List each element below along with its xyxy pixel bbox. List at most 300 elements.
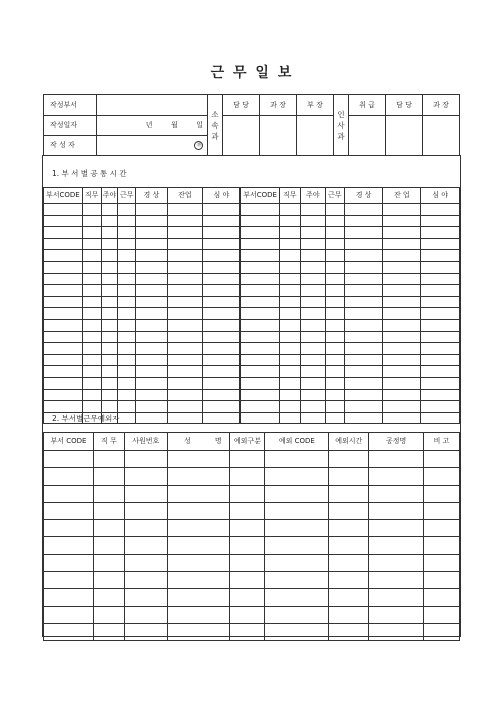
entry-cell[interactable] [344,227,383,239]
entry-cell[interactable] [279,285,300,297]
entry-cell[interactable] [424,537,460,554]
dept-sign-2[interactable] [260,116,297,156]
entry-cell[interactable] [369,451,424,468]
entry-cell[interactable] [118,296,136,308]
entry-cell[interactable] [101,343,118,355]
entry-cell[interactable] [101,389,118,401]
entry-cell[interactable] [44,401,83,413]
entry-cell[interactable] [93,451,124,468]
entry-cell[interactable] [325,366,344,378]
entry-cell[interactable] [118,377,136,389]
entry-cell[interactable] [230,485,265,502]
entry-cell[interactable] [279,343,300,355]
entry-cell[interactable] [240,285,279,297]
entry-cell[interactable] [203,285,241,297]
entry-cell[interactable] [44,261,83,273]
entry-cell[interactable] [344,238,383,250]
writing-date-field[interactable] [97,116,208,136]
entry-cell[interactable] [167,285,203,297]
entry-cell[interactable] [44,215,83,227]
entry-cell[interactable] [329,451,369,468]
entry-cell[interactable] [44,354,83,366]
dept-sign-3[interactable] [297,116,334,156]
entry-cell[interactable] [44,389,83,401]
entry-cell[interactable] [421,389,460,401]
entry-cell[interactable] [300,354,325,366]
entry-cell[interactable] [424,502,460,519]
hr-sign-2[interactable] [386,116,423,156]
entry-cell[interactable] [167,468,207,485]
entry-cell[interactable] [279,331,300,343]
entry-cell[interactable] [265,520,329,537]
entry-cell[interactable] [240,354,279,366]
entry-cell[interactable] [207,451,230,468]
entry-cell[interactable] [101,285,118,297]
entry-cell[interactable] [369,606,424,623]
entry-cell[interactable] [101,319,118,331]
entry-cell[interactable] [329,606,369,623]
entry-cell[interactable] [300,273,325,285]
entry-cell[interactable] [167,308,203,320]
entry-cell[interactable] [118,319,136,331]
entry-cell[interactable] [124,451,167,468]
entry-cell[interactable] [344,308,383,320]
entry-cell[interactable] [329,623,369,640]
entry-cell[interactable] [203,261,241,273]
entry-cell[interactable] [279,238,300,250]
entry-cell[interactable] [207,468,230,485]
entry-cell[interactable] [300,296,325,308]
entry-cell[interactable] [383,331,421,343]
entry-cell[interactable] [118,215,136,227]
entry-cell[interactable] [93,572,124,589]
entry-cell[interactable] [82,331,101,343]
entry-cell[interactable] [124,572,167,589]
entry-cell[interactable] [230,572,265,589]
entry-cell[interactable] [240,401,279,413]
entry-cell[interactable] [82,366,101,378]
entry-cell[interactable] [118,401,136,413]
entry-cell[interactable] [101,377,118,389]
entry-cell[interactable] [300,215,325,227]
entry-cell[interactable] [93,485,124,502]
entry-cell[interactable] [424,623,460,640]
entry-cell[interactable] [325,227,344,239]
entry-cell[interactable] [325,238,344,250]
entry-cell[interactable] [44,285,83,297]
entry-cell[interactable] [240,389,279,401]
entry-cell[interactable] [383,343,421,355]
entry-cell[interactable] [344,366,383,378]
entry-cell[interactable] [93,554,124,571]
entry-cell[interactable] [369,485,424,502]
entry-cell[interactable] [344,215,383,227]
entry-cell[interactable] [424,468,460,485]
entry-cell[interactable] [44,606,94,623]
entry-cell[interactable] [203,238,241,250]
entry-cell[interactable] [230,589,265,606]
entry-cell[interactable] [325,308,344,320]
entry-cell[interactable] [82,261,101,273]
entry-cell[interactable] [329,537,369,554]
entry-cell[interactable] [44,319,83,331]
entry-cell[interactable] [167,227,203,239]
entry-cell[interactable] [207,554,230,571]
entry-cell[interactable] [93,468,124,485]
entry-cell[interactable] [136,273,167,285]
entry-cell[interactable] [82,227,101,239]
entry-cell[interactable] [300,238,325,250]
entry-cell[interactable] [424,572,460,589]
entry-cell[interactable] [82,343,101,355]
entry-cell[interactable] [167,589,207,606]
entry-cell[interactable] [369,554,424,571]
entry-cell[interactable] [82,319,101,331]
entry-cell[interactable] [421,204,460,216]
entry-cell[interactable] [383,319,421,331]
entry-cell[interactable] [44,331,83,343]
entry-cell[interactable] [167,623,207,640]
entry-cell[interactable] [136,227,167,239]
entry-cell[interactable] [279,412,300,424]
entry-cell[interactable] [421,273,460,285]
entry-cell[interactable] [101,250,118,262]
entry-cell[interactable] [265,485,329,502]
entry-cell[interactable] [300,204,325,216]
entry-cell[interactable] [421,377,460,389]
entry-cell[interactable] [167,343,203,355]
entry-cell[interactable] [82,354,101,366]
entry-cell[interactable] [325,296,344,308]
entry-cell[interactable] [265,589,329,606]
entry-cell[interactable] [300,343,325,355]
entry-cell[interactable] [279,366,300,378]
entry-cell[interactable] [93,537,124,554]
entry-cell[interactable] [101,238,118,250]
entry-cell[interactable] [207,572,230,589]
entry-cell[interactable] [136,285,167,297]
entry-cell[interactable] [167,238,203,250]
entry-cell[interactable] [300,261,325,273]
entry-cell[interactable] [44,238,83,250]
entry-cell[interactable] [118,331,136,343]
entry-cell[interactable] [383,215,421,227]
entry-cell[interactable] [203,204,241,216]
entry-cell[interactable] [421,238,460,250]
entry-cell[interactable] [207,606,230,623]
entry-cell[interactable] [265,572,329,589]
entry-cell[interactable] [44,308,83,320]
entry-cell[interactable] [136,354,167,366]
entry-cell[interactable] [421,319,460,331]
entry-cell[interactable] [369,468,424,485]
entry-cell[interactable] [344,377,383,389]
entry-cell[interactable] [300,319,325,331]
entry-cell[interactable] [167,273,203,285]
entry-cell[interactable] [279,227,300,239]
entry-cell[interactable] [167,354,203,366]
entry-cell[interactable] [240,273,279,285]
entry-cell[interactable] [383,401,421,413]
entry-cell[interactable] [240,331,279,343]
entry-cell[interactable] [167,502,207,519]
entry-cell[interactable] [240,343,279,355]
entry-cell[interactable] [167,331,203,343]
entry-cell[interactable] [344,204,383,216]
entry-cell[interactable] [44,623,94,640]
entry-cell[interactable] [44,520,94,537]
entry-cell[interactable] [167,389,203,401]
entry-cell[interactable] [325,331,344,343]
entry-cell[interactable] [300,389,325,401]
entry-cell[interactable] [82,401,101,413]
entry-cell[interactable] [383,377,421,389]
entry-cell[interactable] [203,331,241,343]
entry-cell[interactable] [369,572,424,589]
entry-cell[interactable] [167,572,207,589]
entry-cell[interactable] [300,331,325,343]
entry-cell[interactable] [136,331,167,343]
entry-cell[interactable] [44,589,94,606]
entry-cell[interactable] [167,261,203,273]
entry-cell[interactable] [329,502,369,519]
entry-cell[interactable] [203,366,241,378]
entry-cell[interactable] [424,606,460,623]
entry-cell[interactable] [230,554,265,571]
entry-cell[interactable] [344,250,383,262]
entry-cell[interactable] [325,273,344,285]
writer-field[interactable] [97,136,208,156]
entry-cell[interactable] [344,412,383,424]
entry-cell[interactable] [101,366,118,378]
entry-cell[interactable] [424,451,460,468]
entry-cell[interactable] [421,331,460,343]
entry-cell[interactable] [265,451,329,468]
entry-cell[interactable] [383,285,421,297]
entry-cell[interactable] [421,401,460,413]
entry-cell[interactable] [230,451,265,468]
entry-cell[interactable] [300,401,325,413]
entry-cell[interactable] [325,354,344,366]
entry-cell[interactable] [265,623,329,640]
entry-cell[interactable] [230,537,265,554]
entry-cell[interactable] [344,319,383,331]
entry-cell[interactable] [118,285,136,297]
entry-cell[interactable] [383,261,421,273]
entry-cell[interactable] [82,308,101,320]
entry-cell[interactable] [230,623,265,640]
entry-cell[interactable] [240,238,279,250]
entry-cell[interactable] [279,389,300,401]
entry-cell[interactable] [101,401,118,413]
entry-cell[interactable] [118,227,136,239]
hr-sign-3[interactable] [423,116,460,156]
entry-cell[interactable] [300,366,325,378]
entry-cell[interactable] [44,572,94,589]
entry-cell[interactable] [44,537,94,554]
entry-cell[interactable] [279,261,300,273]
entry-cell[interactable] [421,343,460,355]
hr-sign-1[interactable] [349,116,386,156]
entry-cell[interactable] [383,273,421,285]
entry-cell[interactable] [203,389,241,401]
entry-cell[interactable] [421,261,460,273]
entry-cell[interactable] [167,412,203,424]
entry-cell[interactable] [279,273,300,285]
entry-cell[interactable] [265,554,329,571]
entry-cell[interactable] [124,468,167,485]
entry-cell[interactable] [421,308,460,320]
entry-cell[interactable] [118,250,136,262]
entry-cell[interactable] [82,296,101,308]
entry-cell[interactable] [300,377,325,389]
entry-cell[interactable] [421,250,460,262]
entry-cell[interactable] [82,285,101,297]
entry-cell[interactable] [230,502,265,519]
entry-cell[interactable] [207,485,230,502]
entry-cell[interactable] [203,343,241,355]
entry-cell[interactable] [101,227,118,239]
entry-cell[interactable] [44,377,83,389]
entry-cell[interactable] [167,319,203,331]
entry-cell[interactable] [203,319,241,331]
entry-cell[interactable] [167,606,207,623]
entry-cell[interactable] [82,389,101,401]
entry-cell[interactable] [136,377,167,389]
entry-cell[interactable] [344,401,383,413]
entry-cell[interactable] [424,589,460,606]
entry-cell[interactable] [101,308,118,320]
entry-cell[interactable] [421,285,460,297]
entry-cell[interactable] [167,485,207,502]
entry-cell[interactable] [167,366,203,378]
entry-cell[interactable] [44,468,94,485]
entry-cell[interactable] [300,412,325,424]
entry-cell[interactable] [424,554,460,571]
entry-cell[interactable] [325,285,344,297]
entry-cell[interactable] [93,502,124,519]
entry-cell[interactable] [136,412,167,424]
entry-cell[interactable] [44,204,83,216]
entry-cell[interactable] [44,451,94,468]
entry-cell[interactable] [93,589,124,606]
entry-cell[interactable] [82,250,101,262]
entry-cell[interactable] [279,319,300,331]
entry-cell[interactable] [421,296,460,308]
entry-cell[interactable] [240,412,279,424]
entry-cell[interactable] [93,623,124,640]
entry-cell[interactable] [136,366,167,378]
entry-cell[interactable] [325,401,344,413]
entry-cell[interactable] [325,204,344,216]
entry-cell[interactable] [44,273,83,285]
entry-cell[interactable] [136,215,167,227]
entry-cell[interactable] [230,520,265,537]
entry-cell[interactable] [424,485,460,502]
entry-cell[interactable] [118,238,136,250]
writing-dept-field[interactable] [97,95,208,116]
entry-cell[interactable] [101,261,118,273]
entry-cell[interactable] [167,537,207,554]
entry-cell[interactable] [240,204,279,216]
entry-cell[interactable] [101,204,118,216]
entry-cell[interactable] [207,589,230,606]
entry-cell[interactable] [325,343,344,355]
entry-cell[interactable] [383,412,421,424]
entry-cell[interactable] [136,238,167,250]
entry-cell[interactable] [44,250,83,262]
entry-cell[interactable] [325,261,344,273]
entry-cell[interactable] [383,354,421,366]
entry-cell[interactable] [383,238,421,250]
entry-cell[interactable] [279,354,300,366]
entry-cell[interactable] [118,273,136,285]
entry-cell[interactable] [124,537,167,554]
entry-cell[interactable] [369,502,424,519]
entry-cell[interactable] [136,261,167,273]
entry-cell[interactable] [167,451,207,468]
entry-cell[interactable] [118,308,136,320]
entry-cell[interactable] [93,520,124,537]
entry-cell[interactable] [101,354,118,366]
entry-cell[interactable] [325,215,344,227]
entry-cell[interactable] [279,215,300,227]
entry-cell[interactable] [136,250,167,262]
entry-cell[interactable] [101,273,118,285]
entry-cell[interactable] [300,308,325,320]
entry-cell[interactable] [207,537,230,554]
entry-cell[interactable] [136,343,167,355]
entry-cell[interactable] [240,377,279,389]
entry-cell[interactable] [240,296,279,308]
entry-cell[interactable] [101,296,118,308]
entry-cell[interactable] [118,354,136,366]
entry-cell[interactable] [421,227,460,239]
entry-cell[interactable] [230,468,265,485]
entry-cell[interactable] [44,296,83,308]
entry-cell[interactable] [424,520,460,537]
entry-cell[interactable] [265,502,329,519]
entry-cell[interactable] [167,296,203,308]
entry-cell[interactable] [167,520,207,537]
entry-cell[interactable] [82,273,101,285]
entry-cell[interactable] [279,377,300,389]
entry-cell[interactable] [82,238,101,250]
entry-cell[interactable] [203,273,241,285]
entry-cell[interactable] [124,606,167,623]
entry-cell[interactable] [325,250,344,262]
entry-cell[interactable] [82,215,101,227]
entry-cell[interactable] [136,308,167,320]
entry-cell[interactable] [265,606,329,623]
entry-cell[interactable] [344,285,383,297]
entry-cell[interactable] [421,215,460,227]
entry-cell[interactable] [383,308,421,320]
entry-cell[interactable] [300,227,325,239]
entry-cell[interactable] [167,204,203,216]
entry-cell[interactable] [167,250,203,262]
entry-cell[interactable] [369,623,424,640]
entry-cell[interactable] [265,468,329,485]
entry-cell[interactable] [383,227,421,239]
entry-cell[interactable] [230,606,265,623]
entry-cell[interactable] [369,589,424,606]
entry-cell[interactable] [325,377,344,389]
entry-cell[interactable] [344,261,383,273]
entry-cell[interactable] [344,273,383,285]
entry-cell[interactable] [329,554,369,571]
entry-cell[interactable] [101,215,118,227]
